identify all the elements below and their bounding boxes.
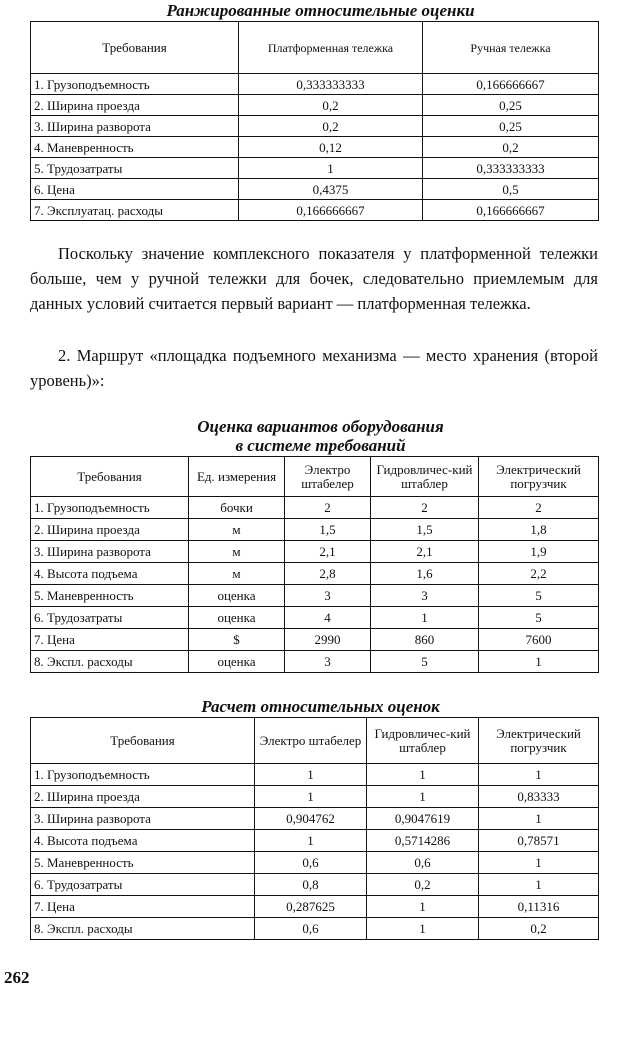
value-cell: 1 xyxy=(479,852,599,874)
table3-caption: Расчет относительных оценок xyxy=(201,697,440,716)
conclusion-paragraph: Поскольку значение комплексного показателя у платформенной тележки больше, чем у ручной тележки для бочек, следовательно приемлемым для данных условий считается первый вариант — платформенная тележка. xyxy=(30,244,598,313)
requirement-label: 6. Трудозатраты xyxy=(31,607,189,629)
value-cell: 2 xyxy=(371,497,479,519)
requirement-label: 5. Маневренность xyxy=(31,585,189,607)
value-cell: 5 xyxy=(479,585,599,607)
value-cell: 0,83333 xyxy=(479,786,599,808)
value-cell: м xyxy=(189,519,285,541)
value-cell: 1 xyxy=(479,874,599,896)
value-cell: 0,6 xyxy=(255,852,367,874)
table3-row xyxy=(31,896,599,918)
requirement-label: 3. Ширина разворота xyxy=(31,541,189,563)
value-cell: 0,8 xyxy=(255,874,367,896)
value-cell: 0,166666667 xyxy=(423,74,599,95)
requirement-label: 4. Маневренность xyxy=(31,137,239,158)
value-cell: 2990 xyxy=(285,629,371,651)
table3-header-requirements: Требования xyxy=(31,718,255,764)
table2-caption-line1: Оценка вариантов оборудования xyxy=(197,417,444,436)
value-cell: 1 xyxy=(239,158,423,179)
table1-row xyxy=(31,179,599,200)
table2-header-unit: Ед. измерения xyxy=(189,457,285,497)
value-cell: 0,5714286 xyxy=(367,830,479,852)
value-cell: 0,2 xyxy=(479,918,599,940)
value-cell: 1 xyxy=(367,786,479,808)
value-cell: 2,1 xyxy=(371,541,479,563)
requirement-label: 1. Грузоподъемность xyxy=(31,764,255,786)
table2-row xyxy=(31,541,599,563)
equipment-options-table xyxy=(30,456,599,673)
value-cell: 7600 xyxy=(479,629,599,651)
value-cell: 3 xyxy=(285,651,371,673)
value-cell: 1 xyxy=(371,607,479,629)
requirement-label: 3. Ширина разворота xyxy=(31,116,239,137)
value-cell: 0,904762 xyxy=(255,808,367,830)
table2-row xyxy=(31,497,599,519)
table2-row xyxy=(31,651,599,673)
requirement-label: 1. Грузоподъемность xyxy=(31,497,189,519)
value-cell: 0,287625 xyxy=(255,896,367,918)
value-cell: 0,78571 xyxy=(479,830,599,852)
table1-header-platform-cart: Платформенная тележка xyxy=(239,22,423,74)
requirement-label: 3. Ширина разворота xyxy=(31,808,255,830)
value-cell: 1 xyxy=(479,764,599,786)
requirement-label: 4. Высота подъема xyxy=(31,563,189,585)
value-cell: 0,166666667 xyxy=(239,200,423,221)
value-cell: 2,2 xyxy=(479,563,599,585)
requirement-label: 6. Трудозатраты xyxy=(31,874,255,896)
value-cell: 1 xyxy=(479,808,599,830)
value-cell: 0,2 xyxy=(367,874,479,896)
value-cell: 0,11316 xyxy=(479,896,599,918)
table1-row xyxy=(31,116,599,137)
table1-row xyxy=(31,158,599,179)
value-cell: оценка xyxy=(189,585,285,607)
value-cell: 0,2 xyxy=(423,137,599,158)
value-cell: 1 xyxy=(479,651,599,673)
table3-row xyxy=(31,918,599,940)
value-cell: 0,166666667 xyxy=(423,200,599,221)
table3-header-hydraulic-stacker: Гидровличес-кий штаблер xyxy=(367,718,479,764)
table2-caption-line2: в системе требований xyxy=(235,436,406,455)
value-cell: 5 xyxy=(479,607,599,629)
requirement-label: 7. Цена xyxy=(31,896,255,918)
value-cell: 0,333333333 xyxy=(423,158,599,179)
table1-row xyxy=(31,200,599,221)
table1-row xyxy=(31,137,599,158)
table2-header-electric-forklift: Электрический погрузчик xyxy=(479,457,599,497)
value-cell: 1 xyxy=(255,830,367,852)
ranked-scores-table xyxy=(30,21,599,221)
value-cell: 0,5 xyxy=(423,179,599,200)
requirement-label: 7. Эксплуатац. расходы xyxy=(31,200,239,221)
value-cell: 5 xyxy=(371,651,479,673)
value-cell: 3 xyxy=(285,585,371,607)
value-cell: 0,25 xyxy=(423,95,599,116)
table3-row xyxy=(31,808,599,830)
table2-row xyxy=(31,629,599,651)
table2-header-electric-stacker: Электро штабелер xyxy=(285,457,371,497)
table1-header-hand-cart: Ручная тележка xyxy=(423,22,599,74)
value-cell: 1 xyxy=(255,764,367,786)
value-cell: 1 xyxy=(367,896,479,918)
table3-row xyxy=(31,786,599,808)
value-cell: 3 xyxy=(371,585,479,607)
value-cell: 2,1 xyxy=(285,541,371,563)
requirement-label: 2. Ширина проезда xyxy=(31,786,255,808)
value-cell: 1,5 xyxy=(285,519,371,541)
value-cell: оценка xyxy=(189,651,285,673)
value-cell: оценка xyxy=(189,607,285,629)
table3-header-electric-forklift: Электрический погрузчик xyxy=(479,718,599,764)
value-cell: 4 xyxy=(285,607,371,629)
table2-header-hydraulic-stacker: Гидровличес-кий штаблер xyxy=(371,457,479,497)
value-cell: 1,6 xyxy=(371,563,479,585)
requirement-label: 8. Экспл. расходы xyxy=(31,651,189,673)
value-cell: 0,25 xyxy=(423,116,599,137)
requirement-label: 8. Экспл. расходы xyxy=(31,918,255,940)
table1-row xyxy=(31,74,599,95)
table3-row xyxy=(31,852,599,874)
table3-row xyxy=(31,830,599,852)
value-cell: 1,5 xyxy=(371,519,479,541)
value-cell: м xyxy=(189,563,285,585)
requirement-label: 2. Ширина проезда xyxy=(31,95,239,116)
value-cell: 1 xyxy=(255,786,367,808)
table3-row xyxy=(31,874,599,896)
table3-row xyxy=(31,764,599,786)
value-cell: м xyxy=(189,541,285,563)
value-cell: 0,2 xyxy=(239,95,423,116)
value-cell: 2,8 xyxy=(285,563,371,585)
table2-header-requirements: Требования xyxy=(31,457,189,497)
requirement-label: 5. Трудозатраты xyxy=(31,158,239,179)
requirement-label: 6. Цена xyxy=(31,179,239,200)
page-number: 262 xyxy=(4,968,30,987)
value-cell: 1 xyxy=(367,764,479,786)
requirement-label: 7. Цена xyxy=(31,629,189,651)
value-cell: бочки xyxy=(189,497,285,519)
requirement-label: 2. Ширина проезда xyxy=(31,519,189,541)
table1-caption: Ранжированные относительные оценки xyxy=(166,1,475,20)
route-paragraph: 2. Маршрут «площадка подъемного механизма — место хранения (второй уровень)»: xyxy=(30,346,598,390)
value-cell: 860 xyxy=(371,629,479,651)
value-cell: 0,333333333 xyxy=(239,74,423,95)
value-cell: 0,2 xyxy=(239,116,423,137)
value-cell: 2 xyxy=(479,497,599,519)
table1-row xyxy=(31,95,599,116)
relative-scores-table xyxy=(30,717,599,940)
requirement-label: 4. Высота подъема xyxy=(31,830,255,852)
value-cell: 0,6 xyxy=(255,918,367,940)
value-cell: $ xyxy=(189,629,285,651)
table2-row xyxy=(31,519,599,541)
table2-row xyxy=(31,585,599,607)
value-cell: 0,6 xyxy=(367,852,479,874)
value-cell: 0,9047619 xyxy=(367,808,479,830)
requirement-label: 1. Грузоподъемность xyxy=(31,74,239,95)
table3-header-electric-stacker: Электро штабелер xyxy=(255,718,367,764)
value-cell: 1,8 xyxy=(479,519,599,541)
value-cell: 2 xyxy=(285,497,371,519)
table2-row xyxy=(31,607,599,629)
value-cell: 0,12 xyxy=(239,137,423,158)
requirement-label: 5. Маневренность xyxy=(31,852,255,874)
value-cell: 0,4375 xyxy=(239,179,423,200)
value-cell: 1,9 xyxy=(479,541,599,563)
value-cell: 1 xyxy=(367,918,479,940)
table2-row xyxy=(31,563,599,585)
table1-header-requirements: Требования xyxy=(31,22,239,74)
